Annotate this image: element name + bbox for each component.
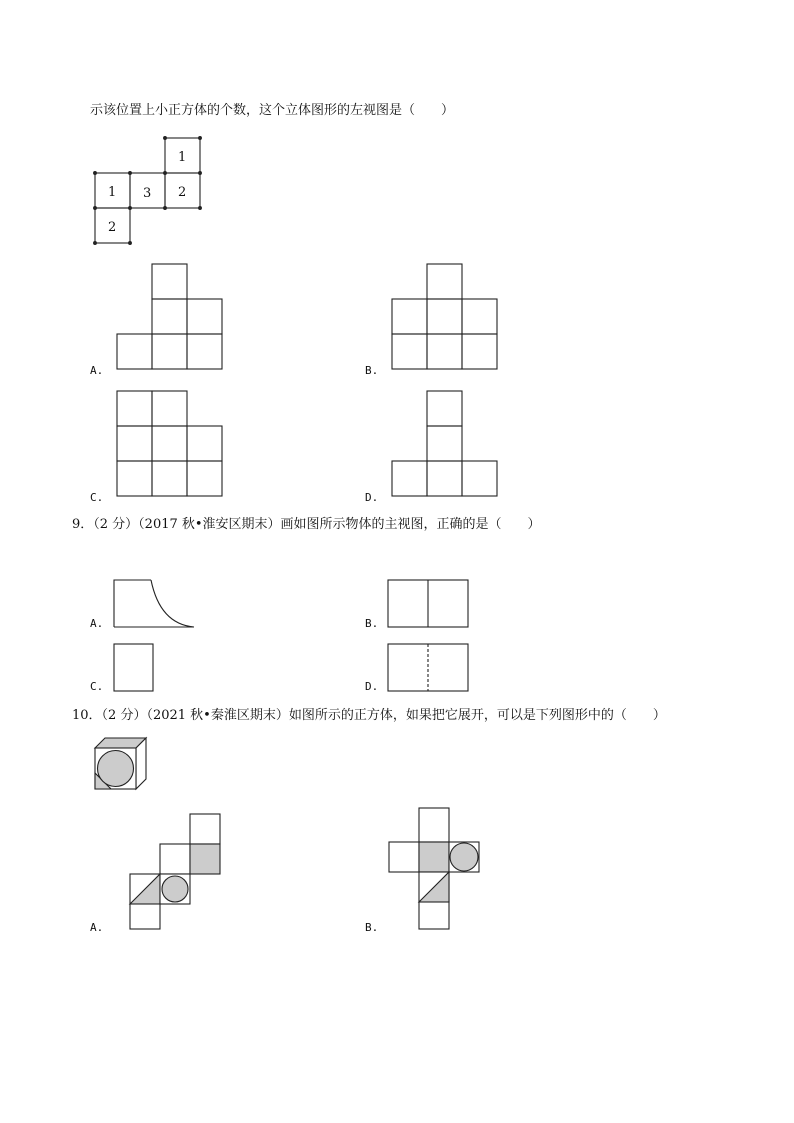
q9-option-a-label: A. (90, 617, 104, 630)
option-a-label: A. (90, 364, 104, 377)
q9-option-a-figure[interactable] (110, 576, 200, 636)
q10-option-a-figure[interactable] (128, 810, 228, 935)
option-d-label: D. (365, 491, 379, 504)
q10-option-a-label: A. (90, 921, 104, 934)
q10-option-b-label: B. (365, 921, 379, 934)
option-b-label: B. (365, 364, 379, 377)
q9-option-c-figure[interactable] (110, 640, 160, 695)
q9-option-d-figure[interactable] (385, 640, 475, 695)
question-9-stem: 9．（2 分）（2017 秋•淮安区期末）画如图所示物体的主视图，正确的是（ ） (72, 517, 541, 532)
q9-option-c-label: C. (90, 680, 104, 693)
top-view-figure (88, 132, 218, 252)
top-view-number: 1 (178, 150, 187, 165)
option-c-figure[interactable] (110, 385, 230, 503)
q9-option-b-label: B. (365, 617, 379, 630)
q9-option-d-label: D. (365, 680, 379, 693)
top-view-number: 1 (108, 185, 117, 200)
option-c-label: C. (90, 491, 104, 504)
question-10-stem: 10．（2 分）（2021 秋•秦淮区期末）如图所示的正方体，如果把它展开，可以是下列图形中的（ ） (72, 708, 666, 723)
top-view-number: 3 (143, 186, 152, 201)
q9-option-b-figure[interactable] (385, 576, 475, 636)
top-view-number: 2 (108, 220, 117, 235)
top-view-number: 2 (178, 185, 187, 200)
q10-option-b-figure[interactable] (386, 805, 486, 935)
option-d-figure[interactable] (385, 385, 505, 503)
question-8-stem-continuation: 示该位置上小正方体的个数，这个立体图形的左视图是（ ） (90, 103, 455, 118)
option-b-figure[interactable] (385, 258, 505, 376)
cube-figure (90, 733, 155, 795)
option-a-figure[interactable] (110, 258, 230, 376)
